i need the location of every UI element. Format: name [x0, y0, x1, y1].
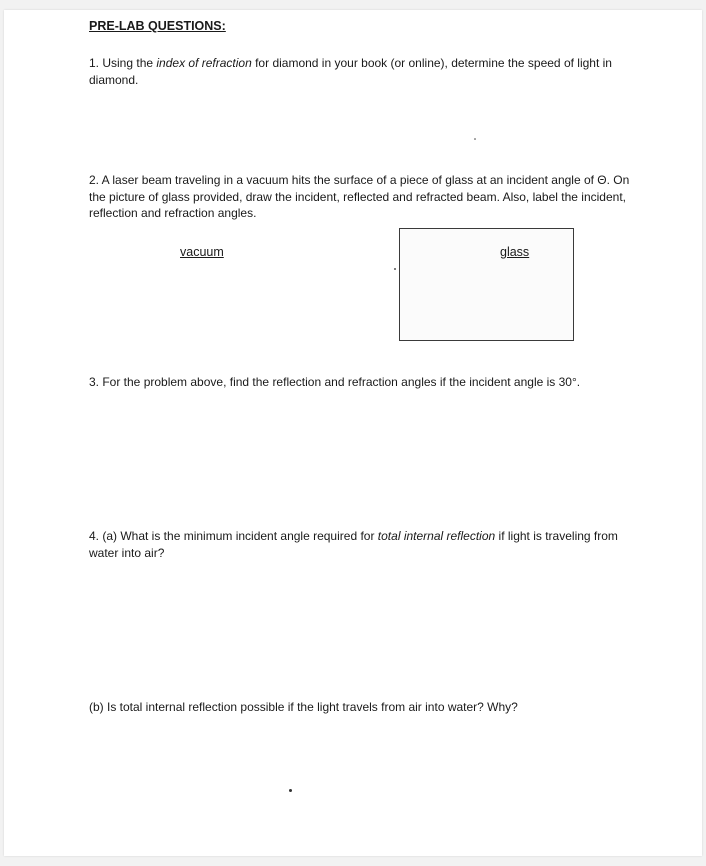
question-1: [89, 55, 649, 88]
vacuum-label: vacuum: [180, 245, 224, 259]
scan-speck: [394, 268, 396, 270]
scan-speck: [289, 789, 292, 792]
glass-label: glass: [500, 245, 530, 259]
question-1-text-end: for diamond in your book (or online), determine the speed of light in diamond.: [89, 56, 612, 87]
question-4a-text-start: 4. (a) What is the minimum incident angle required for: [89, 529, 378, 543]
question-4a: [89, 528, 649, 561]
question-2: 2. A laser beam traveling in a vacuum hits the surface of a piece of glass at an incident angle of Θ. On the picture of glass provided, draw the incident, reflected and refracted beam. Also, label the incident, reflection and refraction angles.: [89, 173, 630, 220]
glass-block-diagram: [399, 228, 574, 341]
question-3: 3. For the problem above, find the reflection and refraction angles if the incident angle is 30°.: [89, 375, 581, 389]
question-4a-text-end: if light is traveling from water into air?: [89, 529, 618, 560]
page-heading: PRE-LAB QUESTIONS:: [89, 19, 226, 33]
worksheet-page: [4, 10, 702, 856]
question-4b: (b) Is total internal reflection possible if the light travels from air into water? Why?: [89, 700, 518, 714]
question-4a-term: total internal reflection: [377, 529, 496, 543]
question-1-term: index of refraction: [156, 56, 252, 70]
scan-speck: [474, 138, 476, 140]
question-1-text-start: 1. Using the: [89, 56, 157, 70]
